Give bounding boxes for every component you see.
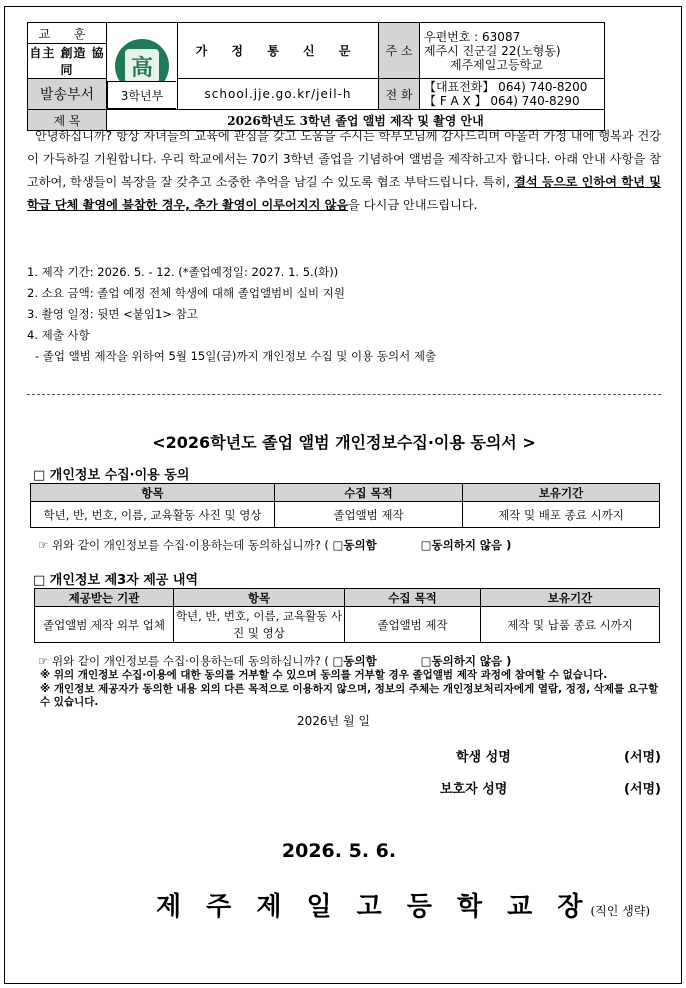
student-name-label: 학생 성명: [456, 750, 511, 765]
notice-items: [27, 262, 661, 367]
list-item: 4. 제출 사항: [27, 328, 90, 342]
disagree-checkbox[interactable]: □동의하지 않음 ): [420, 654, 512, 668]
table-cell: 학년, 반, 번호, 이름, 교육활동 사진 및 영상: [174, 607, 345, 643]
section-heading: □ 개인정보 수집·이용 동의: [33, 468, 190, 483]
address: 우편번호 : 63087 제주시 진군길 22(노형동) 제주제일고등학교: [420, 23, 605, 79]
table-cell: 제작 및 배포 종료 시까지: [463, 502, 660, 528]
subject: 2026학년도 3학년 졸업 앨범 제작 및 촬영 안내: [107, 110, 605, 131]
school-emblem-icon: 高: [115, 39, 169, 93]
list-item: 3. 촬영 일정: 뒷면 <붙임1> 참고: [27, 307, 198, 321]
third-party-table: [34, 588, 660, 643]
consent-note: ※ 위의 개인정보 수집·이용에 대한 동의를 거부할 수 있으며 동의를 거부할 경우 졸업앨범 제작 과정에 참여할 수 없습니다.: [40, 669, 608, 681]
table-header: 보유기간: [481, 589, 660, 607]
intro-paragraph: 안녕하십니까? 항상 자녀들의 교육에 관심을 갖고 도움을 주시는 학부모님께 감사드리며 아울러 가정 내에 행복과 건강이 가득하길 기원합니다. 우리 학교에서는 70기 3학년 졸업을 기념하여 앨범을 제작하고자 합니다. 아래 안내 사항을 참고하여, 학생들이 복장을 잘 갖추고 소중한 추억을 남길 수 있도록 협조 부탁드립니다. 특히, 결석 등으로 인하여 학년 및 학급 단체 촬영에 불참한 경우, 추가 촬영이 이루어지지 않음을 다시금 안내드립니다.: [27, 129, 661, 212]
student-signature: (서명): [624, 750, 661, 765]
list-item: 2. 소요 금액: 졸업 예정 전체 학생에 대해 졸업앨범비 실비 지원: [27, 286, 346, 300]
table-header: 수집 목적: [345, 589, 481, 607]
cut-line: [27, 394, 661, 395]
consent-date: 2026년 월 일: [297, 714, 370, 728]
motto-title: 교 훈: [28, 23, 107, 44]
section-heading: □ 개인정보 제3자 제공 내역: [33, 573, 199, 588]
website: school.jje.go.kr/jeil-h: [178, 79, 379, 110]
consent-title: <2026학년도 졸업 앨범 개인정보수집·이용 동의서 >: [152, 433, 536, 452]
issue-date: 2026. 5. 6.: [281, 840, 397, 862]
table-cell: 학년, 반, 번호, 이름, 교육활동 사진 및 영상: [31, 502, 275, 528]
agree-checkbox[interactable]: □동의함: [332, 538, 377, 552]
motto: 自主 創造 協同: [28, 44, 107, 79]
principal-signature: 제 주 제 일 고 등 학 교 장(직인 생략): [156, 892, 651, 922]
subject-label: 제 목: [28, 110, 107, 131]
table-cell: 졸업앨범 제작 외부 업체: [35, 607, 174, 643]
phone: 【대표전화】 064) 740-8200 【 F A X 】 064) 740-8290: [420, 79, 605, 110]
table-header: 보유기간: [463, 484, 660, 502]
table-header: 항목: [174, 589, 345, 607]
intro-emphasis: 결석 등으로 인하여 학년 및 학급 단체 촬영에 불참한 경우, 추가 촬영이 이루어지지 않음: [27, 175, 661, 212]
guardian-signature: (서명): [624, 782, 661, 797]
consent-note: ※ 개인정보 제공자가 동의한 내용 외의 다른 목적으로 이용하지 않으며, 정보의 주체는 개인정보처리자에게 열람, 정정, 삭제를 요구할 수 있습니다.: [40, 683, 659, 708]
consent-question: ☞ 위와 같이 개인정보를 수집·이용하는데 동의하십니까? ( □동의함 □동의하지 않음 ): [38, 654, 512, 668]
consent-question: ☞ 위와 같이 개인정보를 수집·이용하는데 동의하십니까? ( □동의함 □동의하지 않음 ): [38, 538, 512, 552]
guardian-name-label: 보호자 성명: [440, 782, 508, 797]
table-header: 항목: [31, 484, 275, 502]
newsletter-title: 가 정 통 신 문: [178, 23, 379, 79]
list-subitem: - 졸업 앨범 제작을 위하여 5월 15일(금)까지 개인정보 수집 및 이용 동의서 제출: [35, 349, 437, 363]
table-header: 수집 목적: [275, 484, 463, 502]
sender-department: 3학년부: [107, 81, 176, 109]
disagree-checkbox[interactable]: □동의하지 않음 ): [420, 538, 512, 552]
list-item: 1. 제작 기간: 2026. 5. - 12. (*졸업예정일: 2027. 1. 5.(화)): [27, 265, 339, 279]
table-cell: 졸업앨범 제작: [345, 607, 481, 643]
agree-checkbox[interactable]: □동의함: [332, 654, 377, 668]
address-label: 주 소: [379, 23, 420, 79]
phone-label: 전 화: [379, 79, 420, 110]
seal-note: (직인 생략): [590, 904, 651, 918]
letterhead: [27, 22, 605, 131]
table-cell: 제작 및 납품 종료 시까지: [481, 607, 660, 643]
table-header: 제공받는 기관: [35, 589, 174, 607]
collection-table: [30, 483, 660, 528]
table-cell: 졸업앨범 제작: [275, 502, 463, 528]
sender-cell: [28, 79, 107, 110]
sender-label: 발송부서: [28, 79, 106, 109]
